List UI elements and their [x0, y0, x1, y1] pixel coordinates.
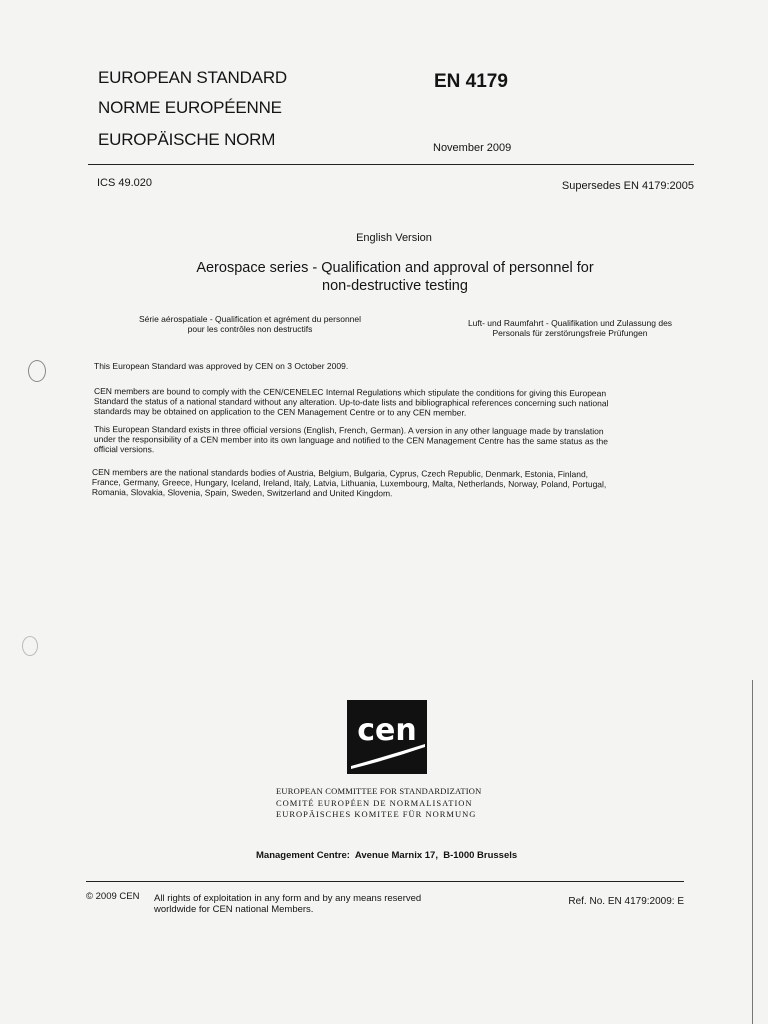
rights-statement	[154, 893, 421, 915]
cen-logo	[347, 700, 427, 774]
french-title-line2: pour les contrôles non destructifs	[187, 324, 313, 334]
version-label: English Version	[356, 232, 432, 244]
title-french: NORME EUROPÉENNE	[98, 98, 282, 117]
paragraph-line: France, Germany, Greece, Hungary, Iceland, Ireland, Italy, Latvia, Lithuania, Luxembourg, Malta, Netherlands, Norway, Poland, Portugal,	[91, 476, 607, 490]
committee-name-german: EUROPÄISCHES KOMITEE FÜR NORMUNG	[276, 809, 477, 819]
paragraph-line: official versions.	[93, 443, 155, 455]
footer-rule	[86, 881, 684, 882]
ics-code: ICS 49.020	[97, 177, 153, 189]
committee-name-english: EUROPEAN COMMITTEE FOR STANDARDIZATION	[276, 786, 482, 796]
members-paragraph	[92, 467, 606, 499]
header-rule	[88, 164, 694, 165]
document-title-line2: non-destructive testing	[322, 278, 468, 294]
cen-logo-graphic	[347, 700, 427, 774]
french-title-line1: Série aérospatiale - Qualification et agrément du personnel	[138, 314, 362, 324]
supersedes-note: Supersedes EN 4179:2005	[561, 180, 694, 192]
rights-line: worldwide for CEN national Members.	[154, 904, 314, 915]
paragraph-line: Standard the status of a national standard without any alteration. Up-to-date lists and bibliographical references concerning such national	[93, 395, 609, 409]
publication-date: November 2009	[433, 142, 512, 154]
paragraph-line: This European Standard exists in three official versions (English, French, German). A version in any other language made by translation	[93, 424, 604, 437]
management-centre-address: Management Centre: Avenue Marnix 17, B-1000 Brussels	[256, 850, 518, 861]
title-english: EUROPEAN STANDARD	[98, 68, 287, 87]
standard-number: EN 4179	[434, 71, 508, 92]
copyright-notice: © 2009 CEN	[86, 891, 140, 902]
approval-statement: This European Standard was approved by CEN on 3 October 2009.	[94, 361, 349, 371]
compliance-paragraph	[94, 386, 609, 418]
committee-name-french: COMITÉ EUROPÉEN DE NORMALISATION	[276, 797, 473, 808]
paragraph-line: standards may be obtained on application to the CEN Management Centre or to any CEN member.	[93, 405, 467, 418]
title-german: EUROPÄISCHE NORM	[98, 130, 276, 149]
document-title-line1: Aerospace series - Qualification and approval of personnel for	[196, 260, 594, 276]
paragraph-line: CEN members are the national standards bodies of Austria, Belgium, Bulgaria, Cyprus, Czech Republic, Denmark, Estonia, Finland,	[91, 467, 589, 480]
paragraph-line: under the responsibility of a CEN member into its own language and notified to the CEN Management Centre has the same status as the	[93, 433, 609, 447]
reference-number: Ref. No. EN 4179:2009: E	[568, 896, 684, 907]
paragraph-line: CEN members are bound to comply with the CEN/CENELEC Internal Regulations which stipulate the conditions for giving this European	[93, 386, 607, 399]
german-title-line2: Personals für zerstörungsfreie Prüfungen	[492, 328, 648, 338]
german-title-line1: Luft- und Raumfahrt - Qualifikation und Zulassung des	[467, 318, 673, 328]
rights-line: All rights of exploitation in any form and by any means reserved	[154, 893, 422, 904]
paragraph-line: Romania, Slovakia, Slovenia, Spain, Sweden, Switzerland and United Kingdom.	[91, 486, 393, 499]
page-edge-shadow	[752, 680, 753, 1024]
punch-hole-mark	[28, 360, 46, 382]
punch-hole-mark	[22, 636, 38, 656]
versions-paragraph	[94, 424, 608, 456]
cen-logo-text: cen	[357, 713, 417, 748]
committee-name-block	[276, 786, 482, 821]
